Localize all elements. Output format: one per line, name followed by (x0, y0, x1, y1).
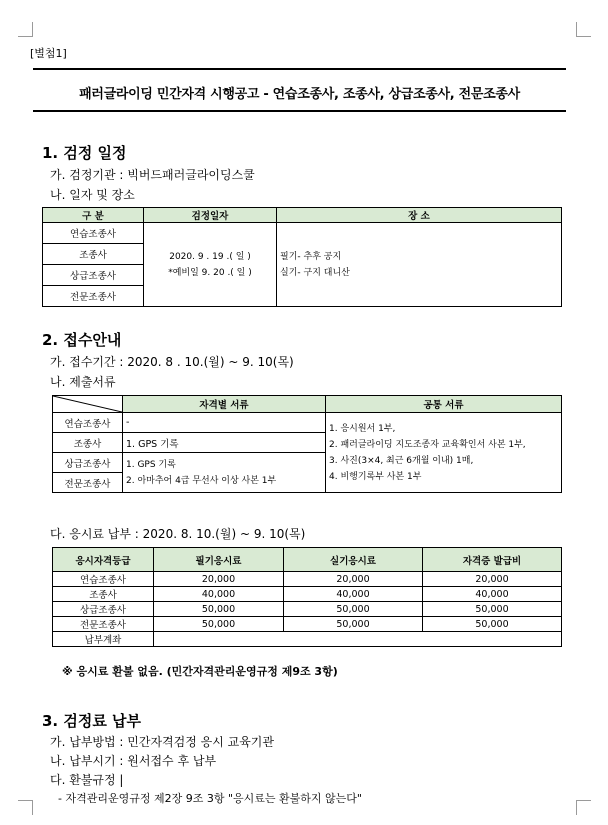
section3-line-ga: 가. 납부방법 : 민간자격검정 응시 교육기관 (50, 735, 274, 749)
schedule-grade: 조종사 (43, 244, 144, 265)
section1-line-ga: 가. 검정기관 : 빅버드패러글라이딩스쿨 (50, 168, 255, 182)
fee-practical: 50,000 (284, 617, 423, 632)
documents-grade-doc: 1. GPS 기록 (126, 459, 176, 470)
table-row (53, 587, 562, 602)
common-doc-item: 2. 패러글라이딩 지도조종자 교육확인서 사본 1부, (329, 439, 526, 450)
fee-table (52, 547, 562, 647)
fee-grade: 조종사 (53, 587, 154, 602)
section2-line-ga: 가. 접수기간 : 2020. 8 . 10.(월) ~ 9. 10(목) (50, 355, 294, 369)
schedule-place-written: 필기- 추후 공지 (280, 251, 342, 262)
schedule-table (42, 207, 562, 307)
table-row (53, 632, 562, 647)
section3-refund-rule: - 자격관리운영규정 제2장 9조 3항 "응시료는 환불하지 않는다" (58, 792, 362, 805)
corner-mark-bottom-left (18, 800, 33, 815)
schedule-header-category: 구 분 (43, 208, 144, 223)
schedule-place-practical: 실기- 구지 대니산 (280, 267, 350, 278)
common-doc-item: 1. 응시원서 1부, (329, 423, 396, 434)
fee-written: 50,000 (154, 602, 284, 617)
section2-line-da: 다. 응시료 납부 : 2020. 8. 10.(월) ~ 9. 10(목) (50, 527, 306, 541)
documents-grade-doc: 1. GPS 기록 (123, 433, 326, 453)
fee-header-written: 필기응시료 (154, 548, 284, 572)
schedule-header-place: 장 소 (277, 208, 562, 223)
title-top-rule (33, 68, 566, 70)
fee-account-value (154, 632, 562, 647)
schedule-date-cell (144, 223, 277, 307)
fee-grade: 연습조종사 (53, 572, 154, 587)
fee-license: 20,000 (423, 572, 562, 587)
corner-mark-top-left (18, 22, 33, 37)
fee-header-practical: 실기응시료 (284, 548, 423, 572)
fee-written: 20,000 (154, 572, 284, 587)
documents-grade: 상급조종사 (53, 453, 123, 473)
table-row (53, 617, 562, 632)
documents-grade: 전문조종사 (53, 473, 123, 493)
corner-mark-bottom-right (576, 800, 591, 815)
section3-heading: 3. 검정료 납부 (42, 712, 142, 730)
fee-license: 50,000 (423, 602, 562, 617)
documents-grade: 조종사 (53, 433, 123, 453)
documents-grade-doc: - (123, 413, 326, 433)
schedule-header-date: 검정일자 (144, 208, 277, 223)
common-doc-item: 4. 비행기록부 사본 1부 (329, 471, 422, 482)
schedule-date-reserve: *예비일 9. 20 .( 일 ) (168, 267, 252, 278)
fee-header-license: 자격증 발급비 (423, 548, 562, 572)
documents-table (52, 395, 562, 493)
documents-grade: 연습조종사 (53, 413, 123, 433)
diagonal-line (53, 396, 122, 412)
fee-written: 40,000 (154, 587, 284, 602)
annex-label: [별첨1] (30, 47, 67, 60)
section1-line-na: 나. 일자 및 장소 (50, 188, 135, 202)
fee-header-grade: 응시자격등급 (53, 548, 154, 572)
common-doc-item: 3. 사진(3×4, 최근 6개월 이내) 1매, (329, 455, 474, 466)
fee-license: 50,000 (423, 617, 562, 632)
fee-grade: 전문조종사 (53, 617, 154, 632)
corner-mark-top-right (576, 22, 591, 37)
page-title: 패러글라이딩 민간자격 시행공고 - 연습조종사, 조종사, 상급조종사, 전문조종사 (79, 87, 520, 102)
documents-upper-docs (123, 453, 326, 493)
fee-account-label: 납부계좌 (53, 632, 154, 647)
fee-practical: 20,000 (284, 572, 423, 587)
documents-common-cell (326, 413, 562, 493)
section3-line-na: 나. 납부시기 : 원서접수 후 납부 (50, 754, 217, 768)
table-row (53, 572, 562, 587)
schedule-grade: 상급조종사 (43, 265, 144, 286)
fee-grade: 상급조종사 (53, 602, 154, 617)
refund-note: ※ 응시료 환불 없음. (민간자격관리운영규정 제9조 3항) (62, 665, 338, 678)
documents-header-grade: 자격별 서류 (123, 396, 326, 413)
fee-written: 50,000 (154, 617, 284, 632)
table-row (53, 602, 562, 617)
schedule-grade: 전문조종사 (43, 286, 144, 307)
schedule-date-main: 2020. 9 . 19 .( 일 ) (169, 251, 251, 262)
documents-header-diagonal (53, 396, 123, 413)
fee-license: 40,000 (423, 587, 562, 602)
documents-header-common: 공통 서류 (326, 396, 562, 413)
fee-practical: 50,000 (284, 602, 423, 617)
title-bottom-rule (33, 110, 566, 112)
section1-heading: 1. 검정 일정 (42, 144, 127, 162)
documents-grade-doc: 2. 아마추어 4급 무선사 이상 사본 1부 (126, 475, 277, 486)
section2-line-na: 나. 제출서류 (50, 375, 116, 389)
section2-heading: 2. 접수안내 (42, 331, 122, 349)
section3-line-da: 다. 환불규정 | (50, 773, 124, 787)
fee-practical: 40,000 (284, 587, 423, 602)
schedule-grade: 연습조종사 (43, 223, 144, 244)
schedule-place-cell (277, 223, 562, 307)
